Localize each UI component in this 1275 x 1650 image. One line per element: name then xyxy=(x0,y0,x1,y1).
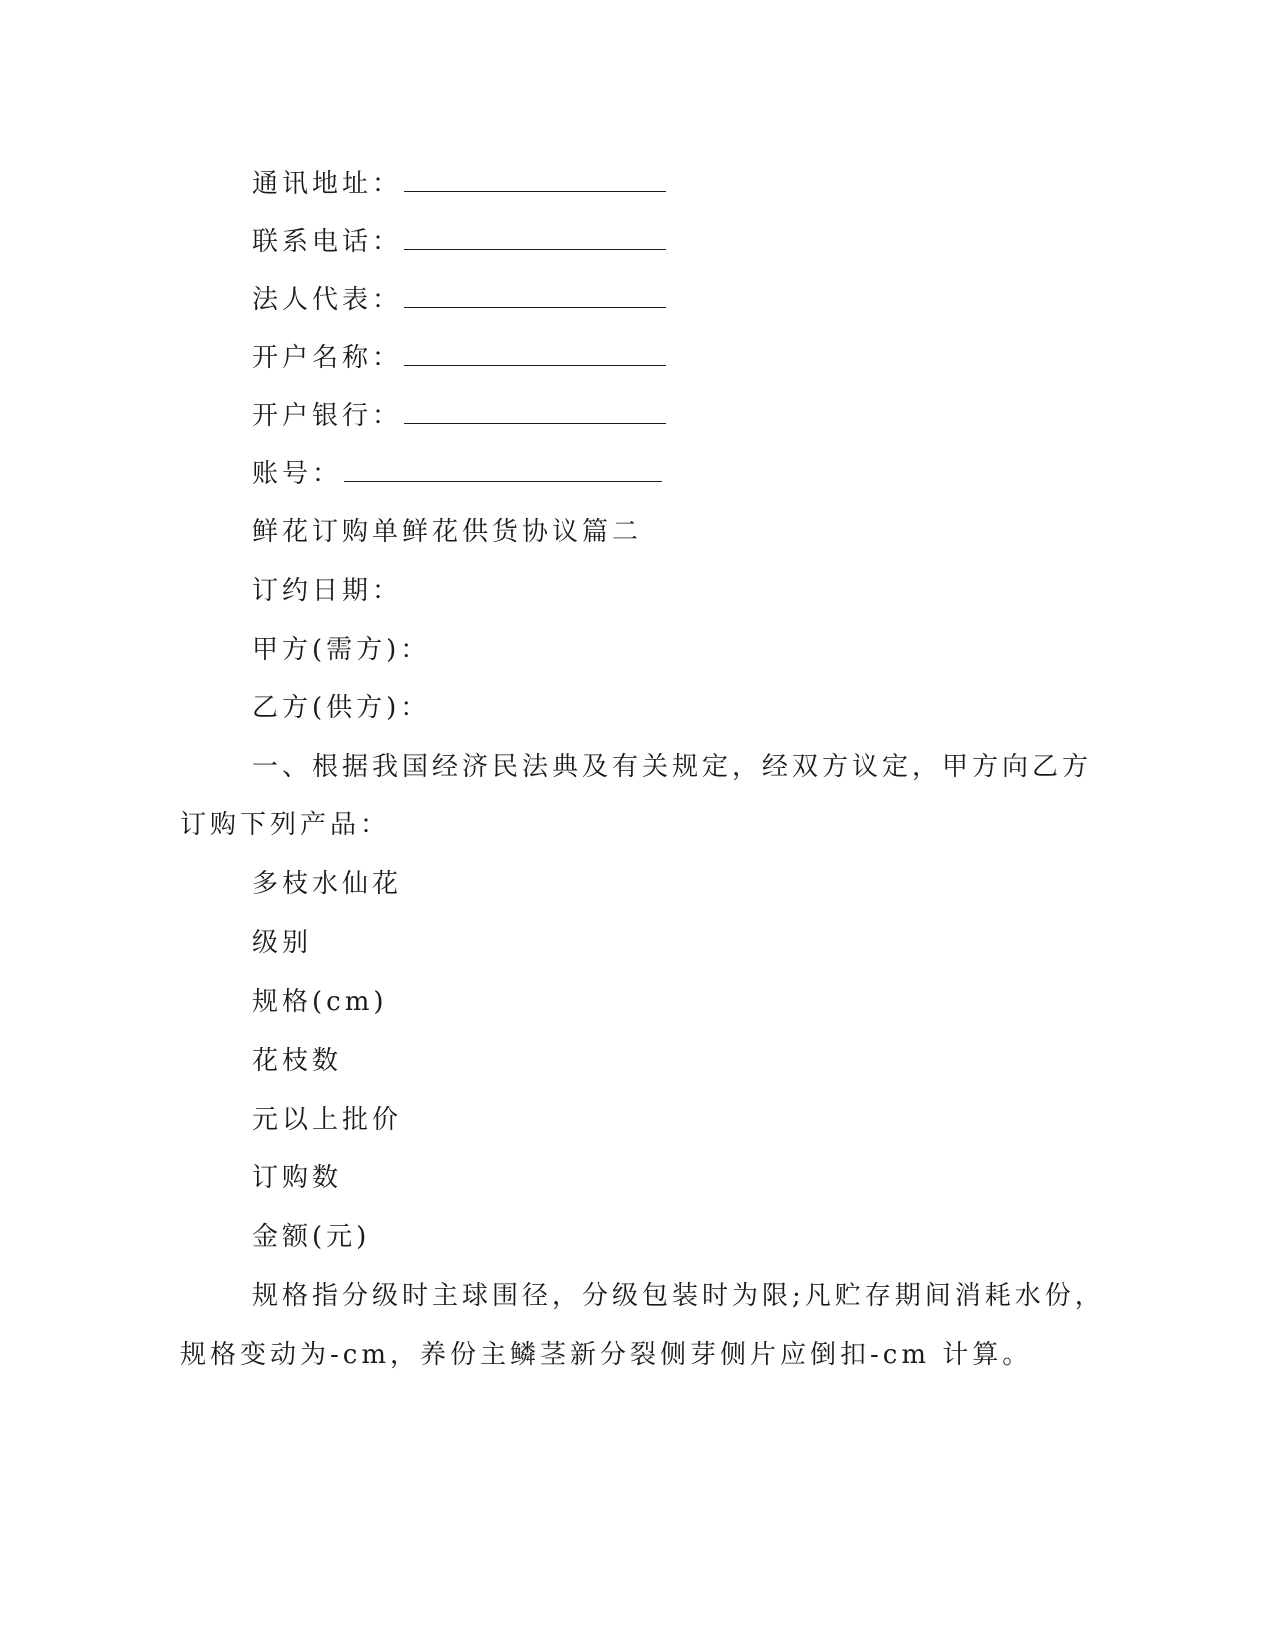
field-label: 通讯地址： xyxy=(252,169,403,199)
fill-blank xyxy=(404,223,666,250)
list-item: 规格(cm) xyxy=(252,987,388,1017)
field-phone xyxy=(252,223,666,260)
field-label: 法人代表： xyxy=(252,285,403,315)
list-item: 订购数 xyxy=(252,1163,343,1193)
order-date: 订约日期： xyxy=(252,576,403,606)
field-address xyxy=(252,165,666,202)
clause-1-line-1: 一、根据我国经济民法典及有关规定，经双方议定，甲方向乙方 xyxy=(252,752,1093,782)
fill-blank xyxy=(404,165,666,192)
clause-1-line-2: 订购下列产品： xyxy=(180,810,391,840)
field-legal-rep xyxy=(252,281,666,318)
field-account-number xyxy=(252,455,662,492)
fill-blank xyxy=(344,455,662,482)
fill-blank xyxy=(404,281,666,308)
field-bank xyxy=(252,397,666,434)
field-label: 账号： xyxy=(252,459,343,489)
field-label: 开户名称： xyxy=(252,343,403,373)
fill-blank xyxy=(404,339,666,366)
field-label: 开户银行： xyxy=(252,401,403,431)
list-item: 元以上批价 xyxy=(252,1105,403,1135)
list-item: 金额(元) xyxy=(252,1222,371,1252)
note-line-2: 规格变动为-cm，养份主鳞茎新分裂侧芽侧片应倒扣-cm 计算。 xyxy=(180,1340,1033,1370)
fill-blank xyxy=(404,397,666,424)
section-title: 鲜花订购单鲜花供货协议篇二 xyxy=(252,517,643,547)
party-a: 甲方(需方)： xyxy=(252,635,431,665)
list-item: 多枝水仙花 xyxy=(252,869,403,899)
list-item: 级别 xyxy=(252,928,313,958)
note-line-1: 规格指分级时主球围径，分级包装时为限;凡贮存期间消耗水份， xyxy=(252,1281,1105,1311)
party-b: 乙方(供方)： xyxy=(252,693,431,723)
list-item: 花枝数 xyxy=(252,1046,343,1076)
field-label: 联系电话： xyxy=(252,227,403,257)
field-account-name xyxy=(252,339,666,376)
